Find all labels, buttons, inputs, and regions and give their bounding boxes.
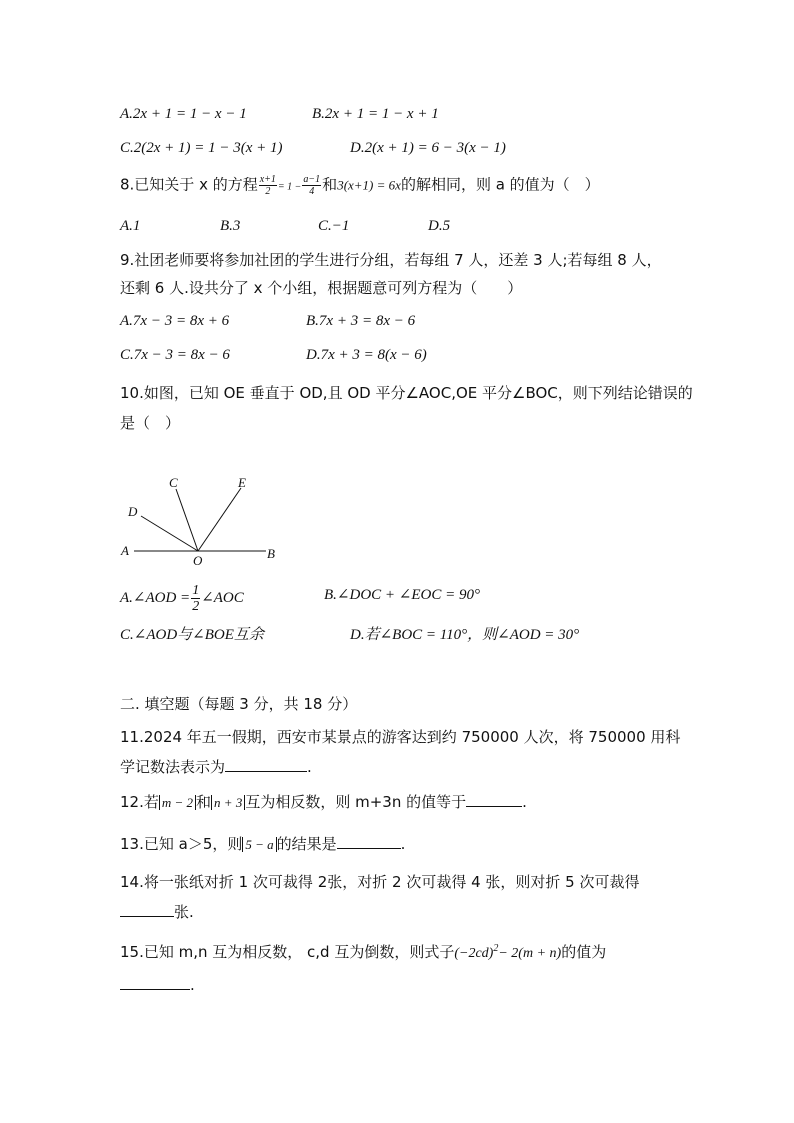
label-e: E xyxy=(238,475,246,490)
q8-option-d: D.5 xyxy=(428,218,451,234)
q7-option-c: C.2(2x + 1) = 1 − 3(x + 1) xyxy=(120,140,283,156)
q11-prefix: 学记数法表示为 xyxy=(120,758,226,776)
q11-answer-blank[interactable] xyxy=(225,757,307,772)
q8-option-a: A.1 xyxy=(120,218,141,234)
q13-answer-blank[interactable] xyxy=(337,834,401,849)
q8-stem xyxy=(120,174,600,198)
q10-opta-left: A.∠AOD = xyxy=(120,589,191,606)
ray-od xyxy=(141,516,198,551)
q8-prefix: 8.已知关于 x 的方程 xyxy=(120,175,258,194)
q10-opta-frac-num: 1 xyxy=(192,583,200,598)
q15-answer-blank[interactable] xyxy=(120,975,190,990)
q14-line-2 xyxy=(120,902,194,922)
q15-line-2 xyxy=(120,975,195,995)
q15-prefix: 15.已知 m,n 互为相反数， c,d 互为倒数，则式子 xyxy=(120,943,455,961)
q8-option-c: C.−1 xyxy=(318,218,350,234)
q9-line-1: 9.社团老师要将参加社团的学生进行分组，若每组 7 人，还差 3 人;若每组 8 人， xyxy=(120,251,662,269)
q8-option-b: B.3 xyxy=(220,218,241,234)
label-o: O xyxy=(193,553,203,568)
q12-answer-blank[interactable] xyxy=(466,792,522,807)
q8-eq2: 3(x+1) = 6x xyxy=(337,177,401,193)
label-c: C xyxy=(169,475,178,490)
q12-abs-1: m − 2 xyxy=(159,795,196,810)
q14-suffix: 张. xyxy=(174,903,194,921)
q15-end: . xyxy=(190,976,195,994)
q15-suffix: 的值为 xyxy=(561,943,607,961)
label-d: D xyxy=(128,504,138,519)
q8-suffix: 的解相同，则 a 的值为（ ） xyxy=(400,175,600,194)
q10-line-2: 是（ ） xyxy=(120,414,181,432)
q14-line-1: 14.将一张纸对折 1 次可裁得 2张，对折 2 次可裁得 4 张，则对折 5 次可裁得 xyxy=(120,873,640,891)
q10-option-c: C.∠AOD与∠BOE互余 xyxy=(120,627,264,643)
section-2-heading: 二. 填空题（每题 3 分，共 18 分） xyxy=(120,695,358,713)
label-a: A xyxy=(121,543,129,558)
q8-frac1-num: x+1 xyxy=(259,174,276,185)
q12-abs-2: n + 3 xyxy=(211,795,245,810)
q13-prefix: 13.已知 a＞5，则 xyxy=(120,835,243,853)
q9-option-d: D.7x + 3 = 8(x − 6) xyxy=(306,347,427,363)
q10-option-d: D.若∠BOC = 110°，则∠AOD = 30° xyxy=(350,627,580,643)
q12-end: . xyxy=(522,793,527,811)
label-b: B xyxy=(267,546,275,561)
q12-stem xyxy=(120,792,527,813)
q8-mid1: = 1 − xyxy=(277,181,302,193)
q9-line-2: 还剩 6 人.设共分了 x 个小组，根据题意可列方程为（ ） xyxy=(120,279,523,297)
q8-frac2-num: a−1 xyxy=(303,174,321,185)
q10-option-a xyxy=(120,583,244,614)
q9-option-c: C.7x − 3 = 8x − 6 xyxy=(120,347,230,363)
q8-frac1-den: 2 xyxy=(265,186,271,197)
q13-end: . xyxy=(400,835,406,853)
q13-abs: 5 − a xyxy=(242,837,276,852)
q13-stem xyxy=(120,834,405,855)
q10-opta-right: ∠AOC xyxy=(201,589,244,606)
q15-expr: (−2cd) xyxy=(454,946,494,961)
ray-oe xyxy=(198,488,241,551)
q9-option-b: B.7x + 3 = 8x − 6 xyxy=(306,313,416,329)
q8-mid2: 和 xyxy=(322,175,338,194)
q10-opta-frac-den: 2 xyxy=(192,599,200,614)
q12-prefix: 12.若 xyxy=(120,793,159,811)
q12-mid: 和 xyxy=(196,793,212,811)
q7-option-a: A.2x + 1 = 1 − x − 1 xyxy=(120,106,247,122)
q15-stem xyxy=(120,939,606,964)
q13-suffix: 的结果是 xyxy=(276,835,337,853)
q7-option-d: D.2(x + 1) = 6 − 3(x − 1) xyxy=(350,140,506,156)
q9-option-a: A.7x − 3 = 8x + 6 xyxy=(120,313,230,329)
ray-oc xyxy=(176,489,198,551)
q11-line-1: 11.2024 年五一假期，西安市某景点的游客达到约 750000 人次，将 750000 用科 xyxy=(120,728,681,746)
q15-exponent: 2 xyxy=(493,943,499,954)
q12-suffix: 互为相反数，则 m+3n 的值等于 xyxy=(245,793,467,811)
q7-option-b: B.2x + 1 = 1 − x + 1 xyxy=(312,106,439,122)
q14-answer-blank[interactable] xyxy=(120,902,174,917)
q11-line-2 xyxy=(120,757,312,777)
q10-option-b: B.∠DOC + ∠EOC = 90° xyxy=(324,587,480,603)
q11-suffix: . xyxy=(307,758,312,776)
q15-expr2: − 2(m + n) xyxy=(498,946,562,961)
q10-line-1: 10.如图，已知 OE 垂直于 OD,且 OD 平分∠AOC,OE 平分∠BOC，则下列结论错误的 xyxy=(120,384,693,402)
q10-opta-fraction xyxy=(191,583,200,614)
q8-frac2-den: 4 xyxy=(309,186,315,197)
q8-fraction-2 xyxy=(302,174,321,197)
q8-fraction-1 xyxy=(259,174,277,197)
angle-figure xyxy=(110,470,300,570)
